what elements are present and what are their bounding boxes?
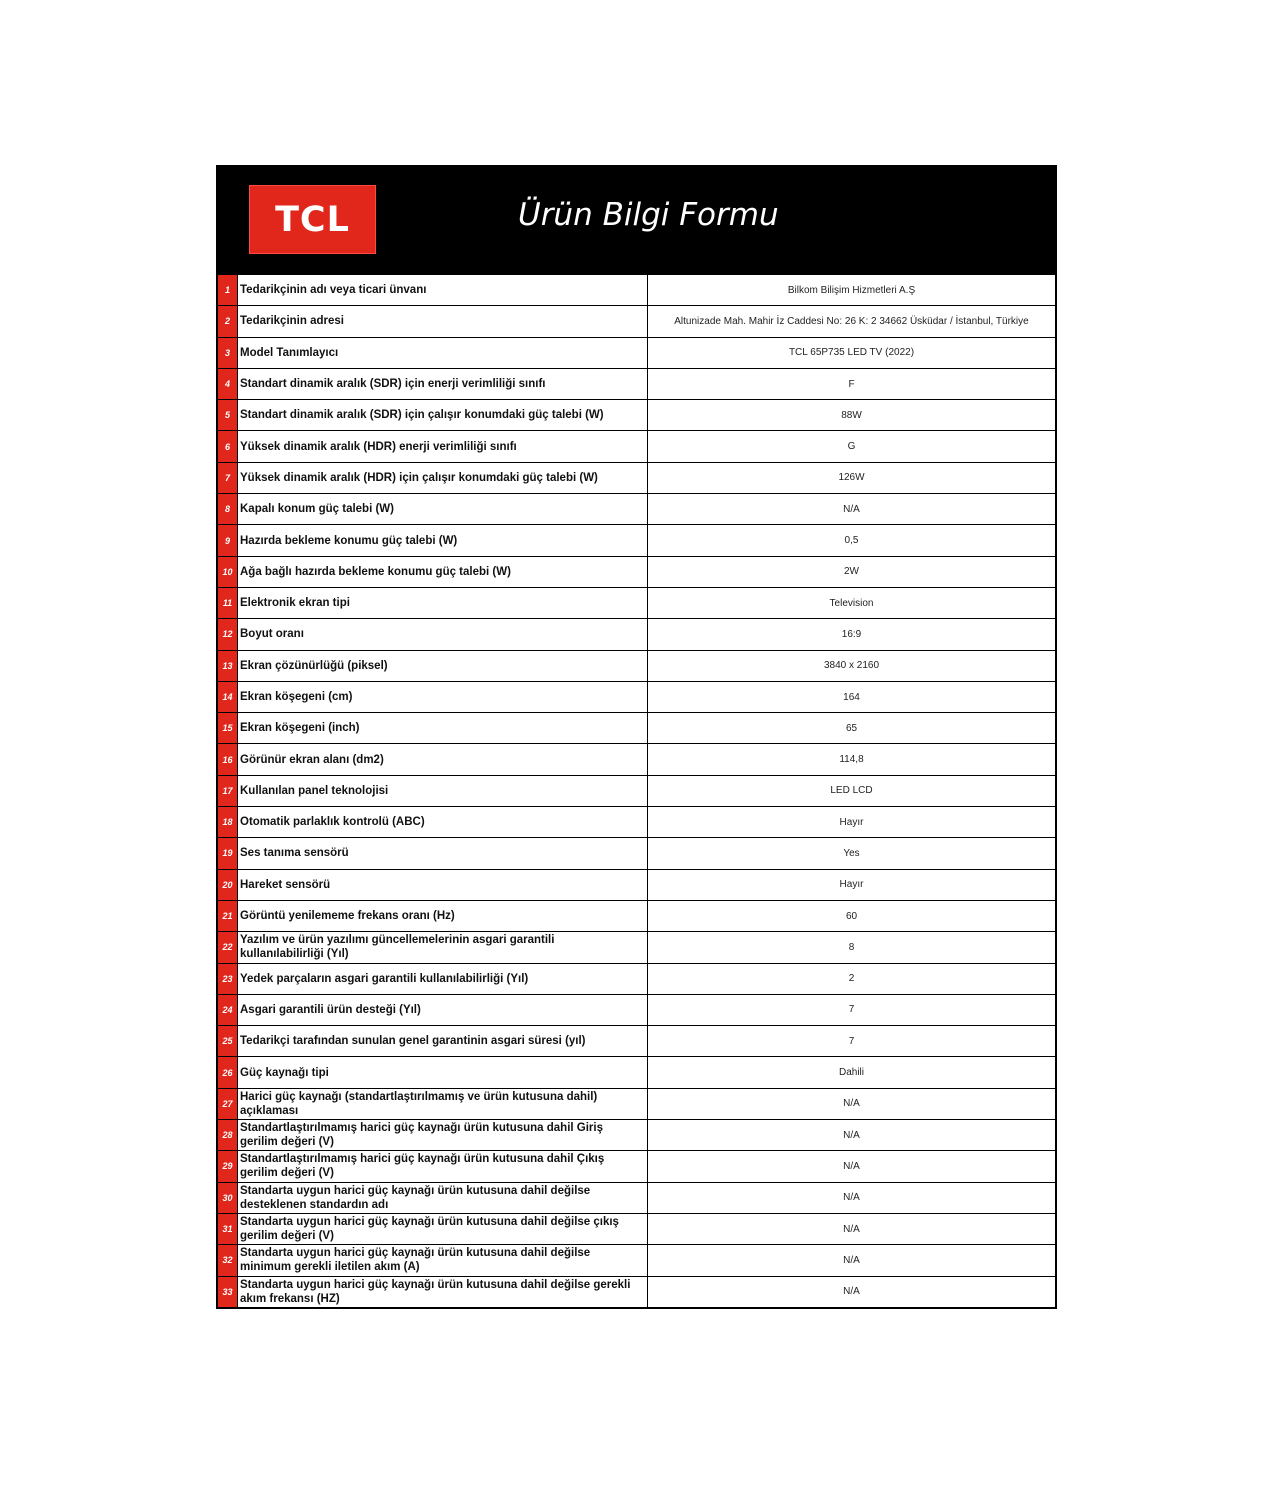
table-row bbox=[218, 556, 1056, 587]
row-label: Güç kaynağı tipi bbox=[238, 1057, 648, 1088]
row-number: 30 bbox=[218, 1182, 238, 1213]
row-label: Boyut oranı bbox=[238, 619, 648, 650]
row-value: 7 bbox=[648, 1026, 1056, 1057]
row-label: Ekran köşegeni (inch) bbox=[238, 713, 648, 744]
row-number: 22 bbox=[218, 932, 238, 963]
row-value: 88W bbox=[648, 400, 1056, 431]
row-value: Television bbox=[648, 587, 1056, 618]
row-number: 33 bbox=[218, 1276, 238, 1307]
row-label: Standart dinamik aralık (SDR) için enerji verimliliği sınıfı bbox=[238, 368, 648, 399]
row-number: 15 bbox=[218, 713, 238, 744]
row-label: Harici güç kaynağı (standartlaştırılmamış ve ürün kutusuna dahil) açıklaması bbox=[238, 1088, 648, 1119]
row-label: Yüksek dinamik aralık (HDR) için çalışır konumdaki güç talebi (W) bbox=[238, 462, 648, 493]
row-value: 7 bbox=[648, 994, 1056, 1025]
row-value: N/A bbox=[648, 1088, 1056, 1119]
row-value: Dahili bbox=[648, 1057, 1056, 1088]
row-number: 21 bbox=[218, 900, 238, 931]
table-row bbox=[218, 900, 1056, 931]
table-row bbox=[218, 431, 1056, 462]
table-row bbox=[218, 775, 1056, 806]
row-number: 12 bbox=[218, 619, 238, 650]
row-label: Standarta uygun harici güç kaynağı ürün kutusuna dahil değilse desteklenen standardın adı bbox=[238, 1182, 648, 1213]
table-row bbox=[218, 1026, 1056, 1057]
table-row bbox=[218, 838, 1056, 869]
row-label: Asgari garantili ürün desteği (Yıl) bbox=[238, 994, 648, 1025]
table-row bbox=[218, 1182, 1056, 1213]
row-value: N/A bbox=[648, 1245, 1056, 1276]
table-row bbox=[218, 462, 1056, 493]
row-number: 25 bbox=[218, 1026, 238, 1057]
table-row bbox=[218, 400, 1056, 431]
table-row bbox=[218, 932, 1056, 963]
table-row bbox=[218, 494, 1056, 525]
table-row bbox=[218, 1151, 1056, 1182]
table-row bbox=[218, 306, 1056, 337]
table-row bbox=[218, 869, 1056, 900]
row-value: 3840 x 2160 bbox=[648, 650, 1056, 681]
row-number: 26 bbox=[218, 1057, 238, 1088]
row-value: N/A bbox=[648, 1276, 1056, 1307]
row-label: Standarta uygun harici güç kaynağı ürün kutusuna dahil değilse çıkış gerilim değeri (V) bbox=[238, 1213, 648, 1244]
row-label: Görüntü yenilememe frekans oranı (Hz) bbox=[238, 900, 648, 931]
row-value: F bbox=[648, 368, 1056, 399]
table-row bbox=[218, 619, 1056, 650]
table-row bbox=[218, 963, 1056, 994]
row-label: Tedarikçi tarafından sunulan genel garantinin asgari süresi (yıl) bbox=[238, 1026, 648, 1057]
row-number: 24 bbox=[218, 994, 238, 1025]
row-number: 16 bbox=[218, 744, 238, 775]
row-label: Kullanılan panel teknolojisi bbox=[238, 775, 648, 806]
row-label: Otomatik parlaklık kontrolü (ABC) bbox=[238, 807, 648, 838]
table-row bbox=[218, 525, 1056, 556]
row-number: 28 bbox=[218, 1120, 238, 1151]
row-value: 2 bbox=[648, 963, 1056, 994]
row-value: 114,8 bbox=[648, 744, 1056, 775]
row-label: Standart dinamik aralık (SDR) için çalışır konumdaki güç talebi (W) bbox=[238, 400, 648, 431]
product-info-table bbox=[217, 274, 1056, 1308]
row-value: Hayır bbox=[648, 807, 1056, 838]
table-row bbox=[218, 1057, 1056, 1088]
row-label: Kapalı konum güç talebi (W) bbox=[238, 494, 648, 525]
row-label: Standartlaştırılmamış harici güç kaynağı ürün kutusuna dahil Çıkış gerilim değeri (V) bbox=[238, 1151, 648, 1182]
row-label: Yüksek dinamik aralık (HDR) enerji verimliliği sınıfı bbox=[238, 431, 648, 462]
row-label: Yedek parçaların asgari garantili kullanılabilirliği (Yıl) bbox=[238, 963, 648, 994]
row-number: 5 bbox=[218, 400, 238, 431]
table-row bbox=[218, 1245, 1056, 1276]
row-number: 10 bbox=[218, 556, 238, 587]
table-row bbox=[218, 275, 1056, 306]
row-number: 20 bbox=[218, 869, 238, 900]
table-row bbox=[218, 807, 1056, 838]
row-value: LED LCD bbox=[648, 775, 1056, 806]
table-row bbox=[218, 1213, 1056, 1244]
row-number: 6 bbox=[218, 431, 238, 462]
row-value: Altunizade Mah. Mahir İz Caddesi No: 26 K: 2 34662 Üsküdar / İstanbul, Türkiye bbox=[648, 306, 1056, 337]
row-label: Ekran köşegeni (cm) bbox=[238, 681, 648, 712]
row-value: 65 bbox=[648, 713, 1056, 744]
row-value: N/A bbox=[648, 1151, 1056, 1182]
table-row bbox=[218, 1088, 1056, 1119]
row-number: 13 bbox=[218, 650, 238, 681]
row-number: 9 bbox=[218, 525, 238, 556]
table-row bbox=[218, 587, 1056, 618]
row-value: 60 bbox=[648, 900, 1056, 931]
table-row bbox=[218, 744, 1056, 775]
row-label: Standartlaştırılmamış harici güç kaynağı ürün kutusuna dahil Giriş gerilim değeri (V) bbox=[238, 1120, 648, 1151]
row-label: Ekran çözünürlüğü (piksel) bbox=[238, 650, 648, 681]
row-number: 19 bbox=[218, 838, 238, 869]
row-label: Standarta uygun harici güç kaynağı ürün kutusuna dahil değilse gerekli akım frekansı (HZ) bbox=[238, 1276, 648, 1307]
row-number: 17 bbox=[218, 775, 238, 806]
table-body bbox=[218, 275, 1056, 1308]
row-value: G bbox=[648, 431, 1056, 462]
row-label: Yazılım ve ürün yazılımı güncellemelerinin asgari garantili kullanılabilirliği (Yıl) bbox=[238, 932, 648, 963]
table-row bbox=[218, 713, 1056, 744]
row-number: 23 bbox=[218, 963, 238, 994]
row-value: 8 bbox=[648, 932, 1056, 963]
table-row bbox=[218, 650, 1056, 681]
row-number: 4 bbox=[218, 368, 238, 399]
table-row bbox=[218, 337, 1056, 368]
row-number: 7 bbox=[218, 462, 238, 493]
row-label: Hareket sensörü bbox=[238, 869, 648, 900]
form-title: Ürün Bilgi Formu bbox=[518, 197, 779, 233]
row-number: 31 bbox=[218, 1213, 238, 1244]
row-number: 18 bbox=[218, 807, 238, 838]
row-label: Tedarikçinin adresi bbox=[238, 306, 648, 337]
row-value: 2W bbox=[648, 556, 1056, 587]
row-value: Yes bbox=[648, 838, 1056, 869]
row-value: 126W bbox=[648, 462, 1056, 493]
row-label: Ağa bağlı hazırda bekleme konumu güç talebi (W) bbox=[238, 556, 648, 587]
row-value: 16:9 bbox=[648, 619, 1056, 650]
row-value: N/A bbox=[648, 1182, 1056, 1213]
row-label: Ses tanıma sensörü bbox=[238, 838, 648, 869]
row-value: N/A bbox=[648, 1213, 1056, 1244]
row-number: 3 bbox=[218, 337, 238, 368]
form-header bbox=[217, 166, 1056, 274]
row-number: 1 bbox=[218, 275, 238, 306]
row-value: N/A bbox=[648, 494, 1056, 525]
row-value: N/A bbox=[648, 1120, 1056, 1151]
row-value: TCL 65P735 LED TV (2022) bbox=[648, 337, 1056, 368]
row-value: Bilkom Bilişim Hizmetleri A.Ş bbox=[648, 275, 1056, 306]
table-row bbox=[218, 681, 1056, 712]
row-label: Tedarikçinin adı veya ticari ünvanı bbox=[238, 275, 648, 306]
row-number: 8 bbox=[218, 494, 238, 525]
row-label: Standarta uygun harici güç kaynağı ürün kutusuna dahil değilse minimum gerekli iletilen akım (A) bbox=[238, 1245, 648, 1276]
row-label: Görünür ekran alanı (dm2) bbox=[238, 744, 648, 775]
row-label: Hazırda bekleme konumu güç talebi (W) bbox=[238, 525, 648, 556]
row-number: 29 bbox=[218, 1151, 238, 1182]
row-value: 0,5 bbox=[648, 525, 1056, 556]
table-row bbox=[218, 368, 1056, 399]
row-label: Model Tanımlayıcı bbox=[238, 337, 648, 368]
tcl-logo: TCL bbox=[249, 185, 376, 254]
row-value: 164 bbox=[648, 681, 1056, 712]
row-number: 32 bbox=[218, 1245, 238, 1276]
row-number: 2 bbox=[218, 306, 238, 337]
row-value: Hayır bbox=[648, 869, 1056, 900]
table-row bbox=[218, 1120, 1056, 1151]
table-row bbox=[218, 994, 1056, 1025]
row-number: 14 bbox=[218, 681, 238, 712]
row-number: 27 bbox=[218, 1088, 238, 1119]
row-number: 11 bbox=[218, 587, 238, 618]
product-info-form bbox=[216, 165, 1057, 1309]
table-row bbox=[218, 1276, 1056, 1307]
row-label: Elektronik ekran tipi bbox=[238, 587, 648, 618]
